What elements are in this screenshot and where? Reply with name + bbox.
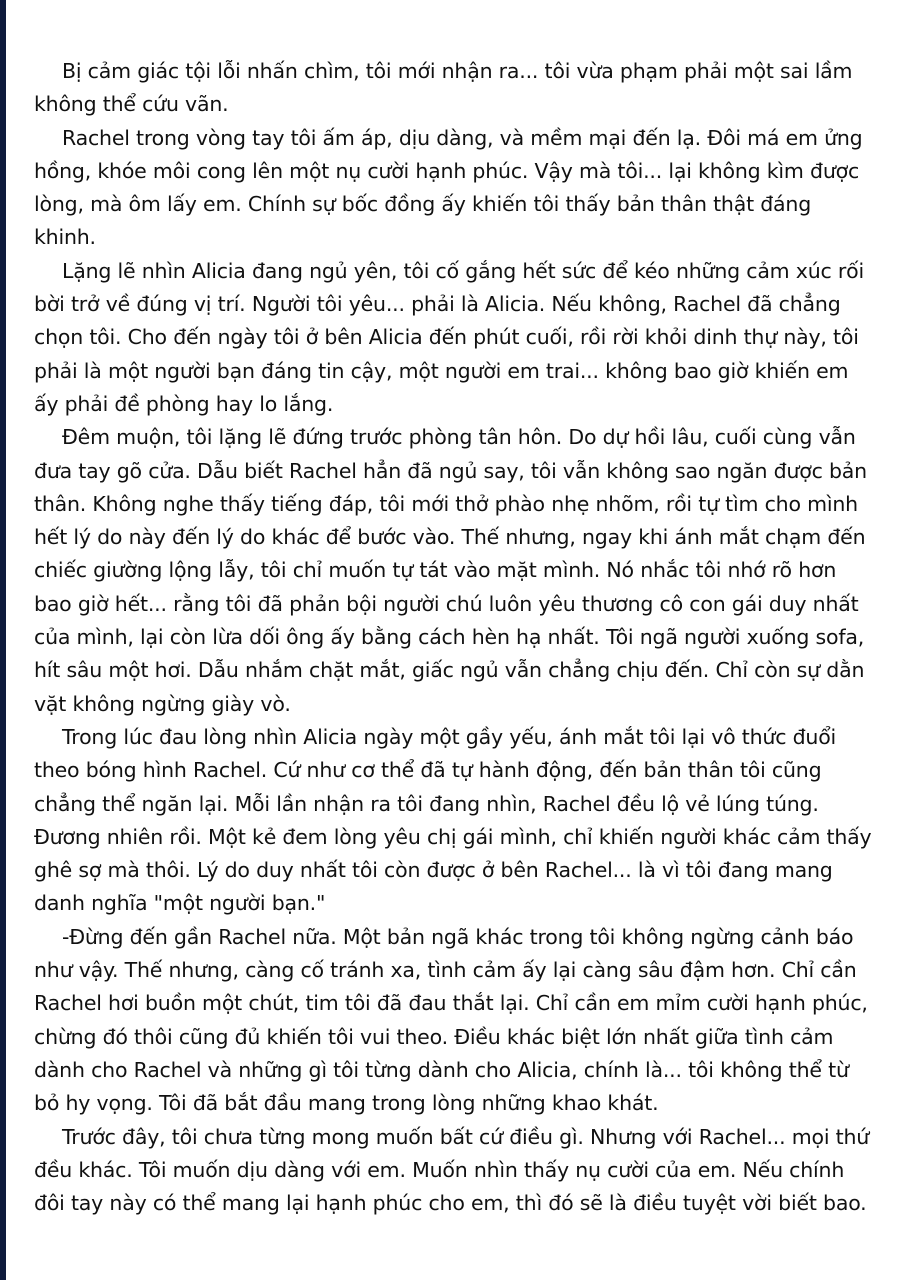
paragraph-4: Đêm muộn, tôi lặng lẽ đứng trước phòng tân hôn. Do dự hồi lâu, cuối cùng vẫn đưa tay gõ cửa. Dẫu biết Rachel hẳn đã ngủ say, tôi vẫn không sao ngăn được bản thân. Không nghe thấy tiếng đáp, tôi mới thở phào nhẹ nhõm, rồi tự tìm cho mình hết lý do này đến lý do khác để bước vào. Thế nhưng, ngay khi ánh mắt chạm đến chiếc giường lộng lẫy, tôi chỉ muốn tự tát vào mặt mình. Nó nhắc tôi nhớ rõ hơn bao giờ hết... rằng tôi đã phản bội người chú luôn yêu thương cô con gái duy nhất của mình, lại còn lừa dối ông ấy bằng cách hèn hạ nhất. Tôi ngã người xuống sofa, hít sâu một hơi. Dẫu nhắm chặt mắt, giấc ngủ vẫn chẳng chịu đến. Chỉ còn sự dằn vặt không ngừng giày vò. bbox=[34, 425, 867, 716]
paragraph-6: -Đừng đến gần Rachel nữa. Một bản ngã khác trong tôi không ngừng cảnh báo như vậy. Thế nhưng, càng cố tránh xa, tình cảm ấy lại càng sâu đậm hơn. Chỉ cần Rachel hơi buồn một chút, tim tôi đã đau thắt lại. Chỉ cần em mỉm cười hạnh phúc, chừng đó thôi cũng đủ khiến tôi vui theo. Điều khác biệt lớn nhất giữa tình cảm dành cho Rachel và những gì tôi từng dành cho Alicia, chính là... tôi không thể từ bỏ hy vọng. Tôi đã bắt đầu mang trong lòng những khao khát. bbox=[34, 924, 868, 1116]
left-edge-border bbox=[0, 0, 6, 1280]
story-text-page bbox=[34, 55, 872, 1220]
paragraph-2: Rachel trong vòng tay tôi ấm áp, dịu dàng, và mềm mại đến lạ. Đôi má em ửng hồng, khóe môi cong lên một nụ cười hạnh phúc. Vậy mà tôi... lại không kìm được lòng, mà ôm lấy em. Chính sự bốc đồng ấy khiến tôi thấy bản thân thật đáng khinh. bbox=[34, 125, 863, 250]
paragraph-7: Trước đây, tôi chưa từng mong muốn bất cứ điều gì. Nhưng với Rachel... mọi thứ đều khác. Tôi muốn dịu dàng với em. Muốn nhìn thấy nụ cười của em. Nếu chính đôi tay này có thể mang lại hạnh phúc cho em, thì đó sẽ là điều tuyệt vời biết bao. bbox=[34, 1124, 870, 1216]
paragraph-1: Bị cảm giác tội lỗi nhấn chìm, tôi mới nhận ra... tôi vừa phạm phải một sai lầm không thể cứu vãn. bbox=[34, 59, 853, 117]
paragraph-3: Lặng lẽ nhìn Alicia đang ngủ yên, tôi cố gắng hết sức để kéo những cảm xúc rối bời trở về đúng vị trí. Người tôi yêu... phải là Alicia. Nếu không, Rachel đã chẳng chọn tôi. Cho đến ngày tôi ở bên Alicia đến phút cuối, rồi rời khỏi dinh thự này, tôi phải là một người bạn đáng tin cậy, một người em trai... không bao giờ khiến em ấy phải đề phòng hay lo lắng. bbox=[34, 258, 864, 416]
paragraph-5: Trong lúc đau lòng nhìn Alicia ngày một gầy yếu, ánh mắt tôi lại vô thức đuổi theo bóng hình Rachel. Cứ như cơ thể đã tự hành động, đến bản thân tôi cũng chẳng thể ngăn lại. Mỗi lần nhận ra tôi đang nhìn, Rachel đều lộ vẻ lúng túng. Đương nhiên rồi. Một kẻ đem lòng yêu chị gái mình, chỉ khiến người khác cảm thấy ghê sợ mà thôi. Lý do duy nhất tôi còn được ở bên Rachel... là vì tôi đang mang danh nghĩa "một người bạn." bbox=[34, 724, 872, 916]
